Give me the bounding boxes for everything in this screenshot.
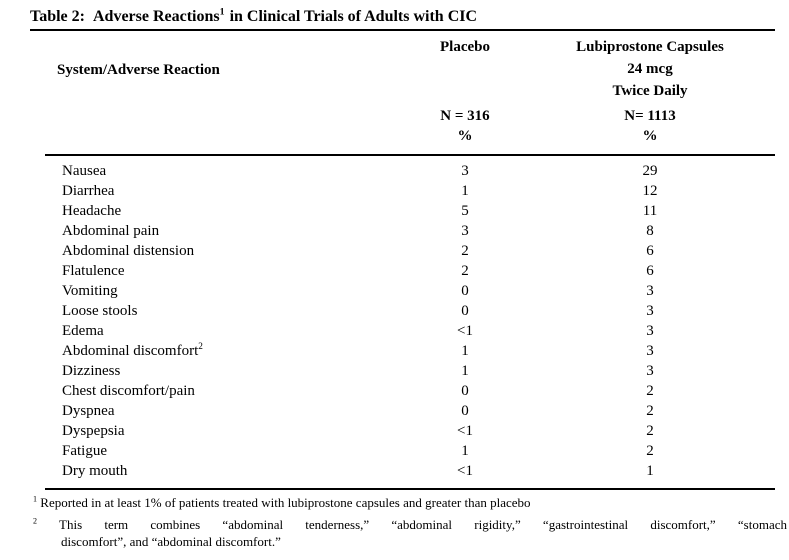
drug-value: 3: [646, 342, 654, 359]
table-row: [45, 181, 775, 201]
table-row: [45, 241, 775, 261]
drug-value: 3: [646, 302, 654, 319]
placebo-value: <1: [457, 462, 473, 479]
table-row: [45, 301, 775, 321]
drug-name-line1: Lubiprostone Capsules: [576, 39, 724, 55]
footnote-1-text: Reported in at least 1% of patients treated with lubiprostone capsules and greater than placebo: [40, 495, 531, 510]
row-label: Abdominal discomfort$^2$: [62, 341, 203, 359]
row-footnote-marker: 2: [198, 341, 203, 352]
footnote-1-marker: 1: [33, 494, 38, 504]
drug-n-count: N= 1113: [624, 108, 676, 124]
drug-value: 11: [642, 202, 658, 219]
placebo-value: <1: [457, 422, 473, 439]
placebo-n-count: N = 316: [440, 108, 490, 124]
row-label: Dizziness: [62, 362, 121, 379]
table-row: [45, 341, 775, 361]
table-row: [45, 321, 775, 341]
drug-value: 8: [646, 222, 654, 239]
drug-value: 29: [642, 162, 658, 179]
placebo-value: 0: [461, 282, 469, 299]
table-title-main: Adverse Reactions: [92, 8, 220, 25]
footnote-2-line2: discomfort”, and “abdominal discomfort.”: [61, 534, 281, 549]
table-title-rest: in Clinical Trials of Adults with CIC: [229, 8, 478, 25]
placebo-value: 5: [461, 202, 469, 219]
table-row: [45, 161, 775, 181]
drug-value: 2: [646, 382, 654, 399]
table-row: [45, 261, 775, 281]
placebo-percent-sign: %: [457, 128, 473, 144]
row-label: Loose stools: [62, 302, 138, 319]
footnote-2-marker: 2: [33, 516, 38, 526]
placebo-value: 1: [461, 362, 469, 379]
placebo-value: 1: [461, 182, 469, 199]
footnote-1: [33, 494, 787, 511]
row-label: Vomiting: [62, 282, 118, 299]
table-row: [45, 441, 775, 461]
placebo-value: 1: [461, 442, 469, 459]
table-title-prefix: Table 2:: [30, 8, 85, 25]
drug-value: 1: [646, 462, 654, 479]
placebo-value: 1: [461, 342, 469, 359]
row-label: Chest discomfort/pain: [62, 382, 195, 399]
row-label: Headache: [62, 202, 122, 219]
title-footnote-marker: 1: [219, 6, 225, 18]
table-row: [45, 221, 775, 241]
drug-value: 6: [646, 242, 654, 259]
table-row: [45, 401, 775, 421]
drug-name-line2: 24 mcg: [627, 61, 673, 77]
row-label: Fatigue: [62, 442, 107, 459]
header-drug-column: [555, 36, 745, 146]
placebo-value: 2: [461, 262, 469, 279]
row-label: Edema: [62, 322, 104, 339]
table-row: [45, 361, 775, 381]
footnotes: [33, 494, 787, 550]
row-label: Diarrhea: [62, 182, 115, 199]
table-row: [45, 421, 775, 441]
header-placebo-column: [375, 36, 555, 146]
placebo-value: <1: [457, 322, 473, 339]
drug-value: 2: [646, 422, 654, 439]
drug-name-line3: Twice Daily: [612, 83, 688, 99]
table-row: [45, 281, 775, 301]
drug-value: 3: [646, 362, 654, 379]
drug-percent-sign: %: [642, 128, 658, 144]
footnote-2-text-line1: This term combines “abdominal tenderness,” “abdominal rigidity,” “gastrointestinal discomfort,” “stomach: [59, 517, 787, 532]
placebo-value: 0: [461, 382, 469, 399]
table-rows: [45, 156, 775, 490]
placebo-value: 0: [461, 302, 469, 319]
header-system-column: System/Adverse Reaction: [57, 62, 220, 78]
table-title: [30, 8, 775, 31]
placebo-label: Placebo: [440, 39, 490, 55]
drug-value: 12: [642, 182, 658, 199]
placebo-value: 3: [461, 222, 469, 239]
table-row: [45, 381, 775, 401]
drug-value: 3: [646, 282, 654, 299]
row-label: Dyspnea: [62, 402, 115, 419]
footnote-2-line1: [33, 516, 787, 533]
row-label: Dyspepsia: [62, 422, 125, 439]
drug-value: 6: [646, 262, 654, 279]
drug-value: 2: [646, 442, 654, 459]
row-label: Abdominal distension: [62, 242, 195, 259]
row-label: Abdominal pain: [62, 222, 160, 239]
row-label: Nausea: [62, 162, 107, 179]
table-header: [45, 31, 775, 156]
placebo-value: 2: [461, 242, 469, 259]
drug-value: 2: [646, 402, 654, 419]
table-row: [45, 461, 775, 481]
drug-value: 3: [646, 322, 654, 339]
row-label: Dry mouth: [62, 462, 128, 479]
row-label: Flatulence: [62, 262, 125, 279]
placebo-value: 3: [461, 162, 469, 179]
placebo-value: 0: [461, 402, 469, 419]
table-row: [45, 201, 775, 221]
